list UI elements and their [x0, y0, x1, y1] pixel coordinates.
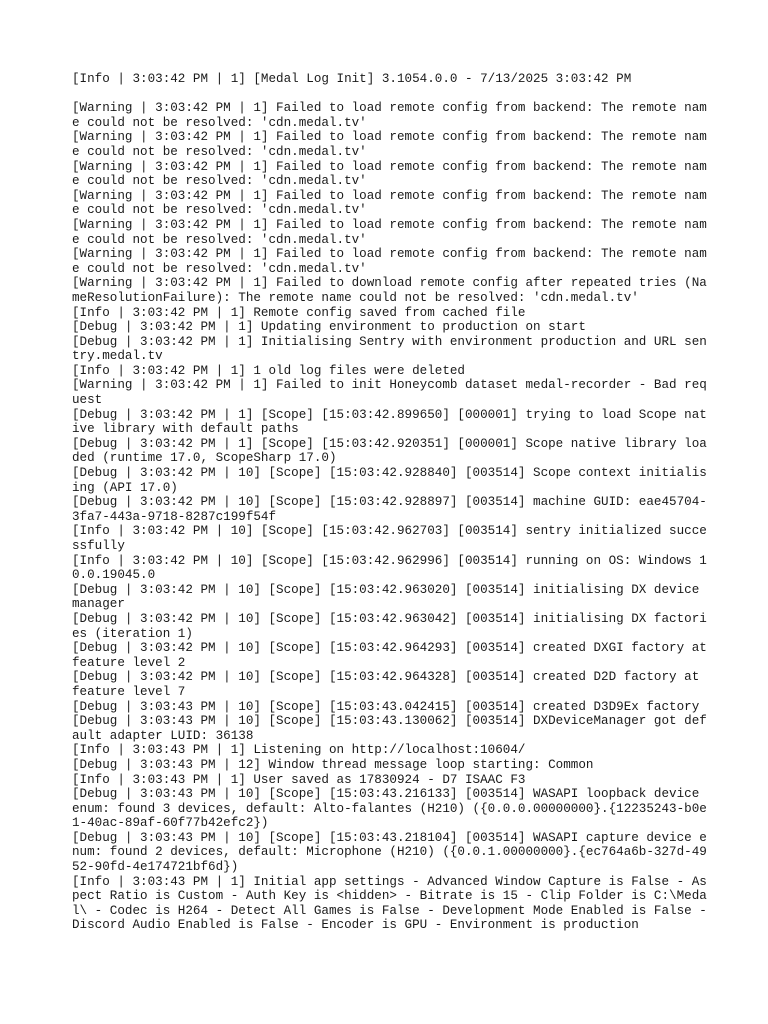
log-line: [Info | 3:03:43 PM | 1] User saved as 17830924 - D7 ISAAC F3 [72, 772, 526, 787]
log-line: [Warning | 3:03:42 PM | 1] Failed to load remote config from backend: The remote name could not be resolved: 'cdn.medal.tv' [72, 247, 707, 276]
log-line: [Debug | 3:03:42 PM | 10] [Scope] [15:03:42.963042] [003514] initialising DX factories (iteration 1) [72, 611, 707, 641]
log-line: [Debug | 3:03:42 PM | 10] [Scope] [15:03:42.928840] [003514] Scope context initialising (API 17.0) [72, 466, 707, 495]
log-line: [Warning | 3:03:42 PM | 1] Failed to init Honeycomb dataset medal-recorder - Bad request [72, 378, 707, 408]
log-line: [Debug | 3:03:43 PM | 12] Window thread message loop starting: Common [72, 757, 594, 772]
log-line: [Info | 3:03:42 PM | 1] 1 old log files were deleted [72, 363, 465, 378]
log-line: [Info | 3:03:42 PM | 1] Remote config saved from cached file [72, 305, 526, 320]
log-line: [Debug | 3:03:42 PM | 1] Initialising Sentry with environment production and URL sentry.medal.tv [72, 334, 707, 364]
log-document [72, 72, 715, 933]
log-line: [Debug | 3:03:42 PM | 10] [Scope] [15:03:42.964328] [003514] created D2D factory at feature level 7 [72, 670, 707, 699]
log-line: [Debug | 3:03:42 PM | 10] [Scope] [15:03:42.964293] [003514] created DXGI factory at feature level 2 [72, 641, 715, 670]
log-line: [Debug | 3:03:43 PM | 10] [Scope] [15:03:43.218104] [003514] WASAPI capture device enum: found 2 devices, default: Microphone (H210) ({0.0.1.00000000}.{ec764a6b-327d-4952-90fd-4e174721bf6d}) [72, 830, 707, 875]
log-line: [Warning | 3:03:42 PM | 1] Failed to load remote config from backend: The remote name could not be resolved: 'cdn.medal.tv' [72, 159, 707, 189]
log-line: [Info | 3:03:42 PM | 10] [Scope] [15:03:42.962703] [003514] sentry initialized successfully [72, 524, 707, 553]
log-line: [Debug | 3:03:42 PM | 1] [Scope] [15:03:42.899650] [000001] trying to load Scope native library with default paths [72, 407, 707, 437]
log-line: [Debug | 3:03:43 PM | 10] [Scope] [15:03:43.042415] [003514] created D3D9Ex factory [72, 699, 700, 714]
log-line: [Warning | 3:03:42 PM | 1] Failed to download remote config after repeated tries (NameResolutionFailure): The remote name could not be resolved: 'cdn.medal.tv' [72, 276, 707, 305]
log-line: [Warning | 3:03:42 PM | 1] Failed to load remote config from backend: The remote name could not be resolved: 'cdn.medal.tv' [72, 130, 707, 159]
log-line: [Debug | 3:03:42 PM | 1] Updating environment to production on start [72, 320, 586, 335]
log-line: [Info | 3:03:43 PM | 1] Initial app settings - Advanced Window Capture is False - Aspect Ratio is Custom - Auth Key is <hidden> - Bitrate is 15 - Clip Folder is C:\Medal\ - Codec is H264 - Detect All Games is False - Development Mode Enabled is False - Discord Audio Enabled is False - Encoder is GPU - Environment is production [72, 874, 715, 933]
log-line: [Warning | 3:03:42 PM | 1] Failed to load remote config from backend: The remote name could not be resolved: 'cdn.medal.tv' [72, 101, 707, 130]
log-line: [Warning | 3:03:42 PM | 1] Failed to load remote config from backend: The remote name could not be resolved: 'cdn.medal.tv' [72, 188, 707, 218]
log-line: [Debug | 3:03:42 PM | 10] [Scope] [15:03:42.963020] [003514] initialising DX device manager [72, 582, 707, 612]
log-line: [Debug | 3:03:43 PM | 10] [Scope] [15:03:43.216133] [003514] WASAPI loopback device enum: found 3 devices, default: Alto-falantes (H210) ({0.0.0.00000000}.{12235243-b0e1-40ac-89af-60f77b42efc2}) [72, 787, 707, 831]
log-line: [Info | 3:03:42 PM | 10] [Scope] [15:03:42.962996] [003514] running on OS: Windows 10.0.19045.0 [72, 553, 707, 583]
log-init-line: [Info | 3:03:42 PM | 1] [Medal Log Init] 3.1054.0.0 - 7/13/2025 3:03:42 PM [72, 72, 632, 86]
log-line: [Debug | 3:03:42 PM | 1] [Scope] [15:03:42.920351] [000001] Scope native library loaded (runtime 17.0, ScopeSharp 17.0) [72, 436, 707, 466]
log-line: [Debug | 3:03:42 PM | 10] [Scope] [15:03:42.928897] [003514] machine GUID: eae45704-3fa7-443a-9718-8287c199f54f [72, 495, 707, 524]
log-line: [Info | 3:03:43 PM | 1] Listening on http://localhost:10604/ [72, 743, 526, 758]
log-lines [72, 101, 715, 933]
log-line: [Warning | 3:03:42 PM | 1] Failed to load remote config from backend: The remote name could not be resolved: 'cdn.medal.tv' [72, 217, 707, 247]
log-line: [Debug | 3:03:43 PM | 10] [Scope] [15:03:43.130062] [003514] DXDeviceManager got default adapter LUID: 36138 [72, 714, 707, 743]
